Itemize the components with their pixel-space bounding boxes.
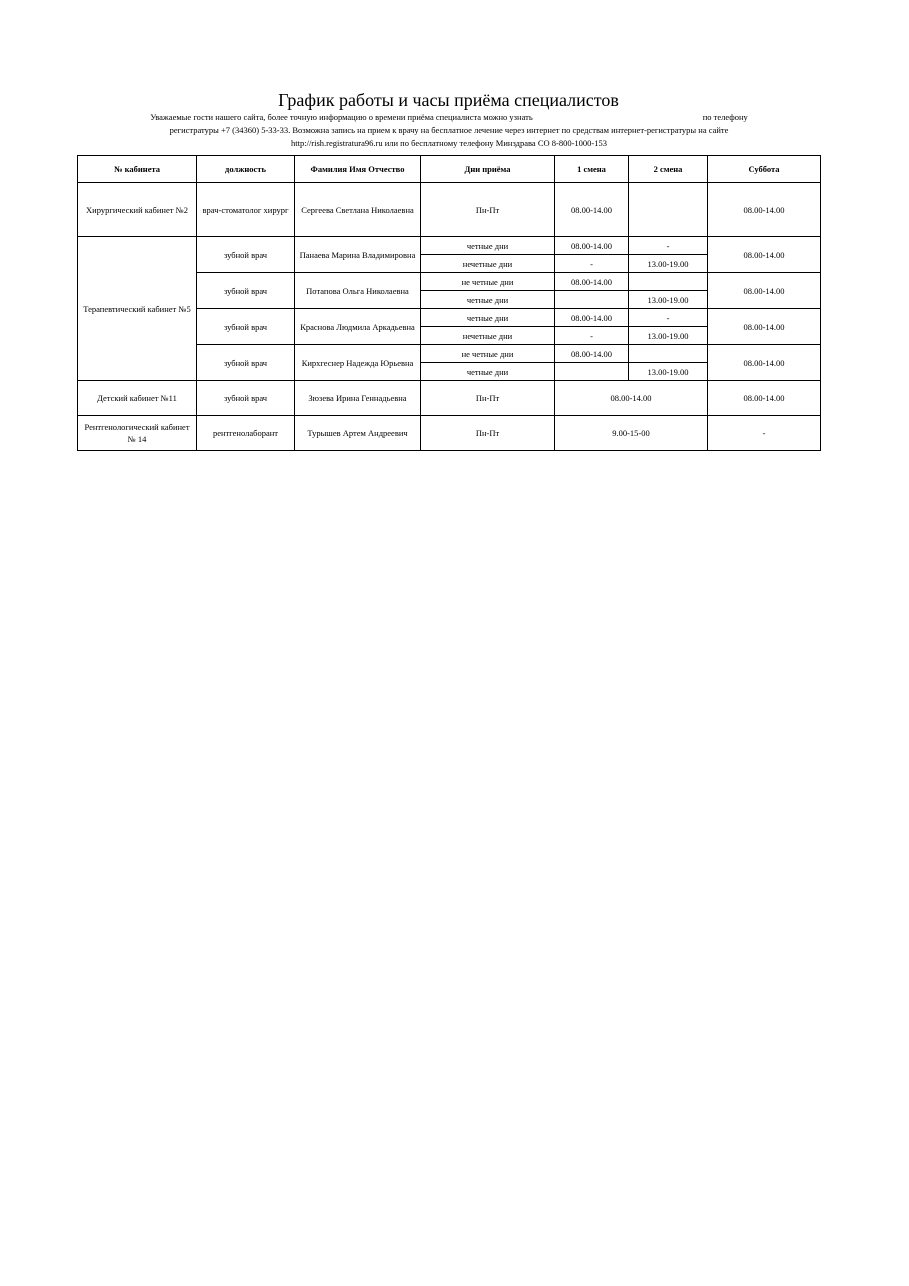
table-row-xray	[78, 416, 821, 451]
position-cell: рентгенолаборант	[197, 416, 295, 451]
intro-line-1	[84, 111, 814, 124]
position-cell: зубной врач	[197, 237, 295, 273]
shift-1-cell: -	[555, 255, 629, 273]
days-cell: не четные дни	[421, 345, 555, 363]
name-cell: Зюзева Ирина Геннадьевна	[295, 381, 421, 416]
name-cell: Потапова Ольга Николаевна	[295, 273, 421, 309]
table-row-therapy	[78, 237, 821, 255]
days-cell: четные дни	[421, 363, 555, 381]
shift-1-cell	[555, 291, 629, 309]
position-cell: зубной врач	[197, 345, 295, 381]
position-cell: зубной врач	[197, 309, 295, 345]
header-cabinet: № кабинета	[78, 156, 197, 183]
position-cell: врач-стоматолог хирург	[197, 183, 295, 237]
shift-2-cell	[629, 183, 708, 237]
saturday-cell: 08.00-14.00	[708, 381, 821, 416]
shift-2-cell: 13.00-19.00	[629, 363, 708, 381]
saturday-cell: 08.00-14.00	[708, 183, 821, 237]
shifts-cell: 08.00-14.00	[555, 381, 708, 416]
saturday-cell: 08.00-14.00	[708, 273, 821, 309]
shift-1-cell: 08.00-14.00	[555, 309, 629, 327]
cabinet-cell: Рентгенологический кабинет № 14	[78, 416, 197, 451]
cabinet-cell: Хирургический кабинет №2	[78, 183, 197, 237]
name-cell: Краснова Людмила Аркадьевна	[295, 309, 421, 345]
page-title: График работы и часы приёма специалистов	[278, 90, 619, 110]
cabinet-cell: Детский кабинет №11	[78, 381, 197, 416]
saturday-cell: 08.00-14.00	[708, 345, 821, 381]
table-row-kids	[78, 381, 821, 416]
schedule-table	[77, 155, 821, 451]
name-cell: Сергеева Светлана Николаевна	[295, 183, 421, 237]
intro-line-2: регистратуры +7 (34360) 5-33-33. Возможна запись на прием к врачу на бесплатное лечение через интернет по средствам интернет-регистратуры на сайте	[169, 125, 729, 135]
header-name: Фамилия Имя Отчество	[295, 156, 421, 183]
days-cell: не четные дни	[421, 273, 555, 291]
name-cell: Панаева Марина Владимировна	[295, 237, 421, 273]
table-row-surgery	[78, 183, 821, 237]
shift-1-cell: -	[555, 327, 629, 345]
name-cell: Кирхгеснер Надежда Юрьевна	[295, 345, 421, 381]
header-days: Дни приёма	[421, 156, 555, 183]
shift-1-cell: 08.00-14.00	[555, 273, 629, 291]
header-shift-1: 1 смена	[555, 156, 629, 183]
shift-2-cell: 13.00-19.00	[629, 291, 708, 309]
intro-line-1-phone-label: по телефону	[702, 112, 748, 122]
shifts-cell: 9.00-15-00	[555, 416, 708, 451]
shift-1-cell: 08.00-14.00	[555, 183, 629, 237]
days-cell: четные дни	[421, 291, 555, 309]
name-cell: Турышев Артем Андреевич	[295, 416, 421, 451]
days-cell: Пн-Пт	[421, 381, 555, 416]
position-cell: зубной врач	[197, 273, 295, 309]
days-cell: Пн-Пт	[421, 183, 555, 237]
days-cell: нечетные дни	[421, 327, 555, 345]
shift-2-cell: -	[629, 309, 708, 327]
shift-2-cell: 13.00-19.00	[629, 327, 708, 345]
days-cell: Пн-Пт	[421, 416, 555, 451]
shift-2-cell: -	[629, 237, 708, 255]
saturday-cell: 08.00-14.00	[708, 309, 821, 345]
position-cell: зубной врач	[197, 381, 295, 416]
intro-line-1-text: Уважаемые гости нашего сайта, более точную информацию о времени приёма специалиста можно узнать	[150, 112, 533, 122]
shift-2-cell: 13.00-19.00	[629, 255, 708, 273]
shift-2-cell	[629, 273, 708, 291]
days-cell: четные дни	[421, 309, 555, 327]
shift-1-cell	[555, 363, 629, 381]
header-saturday: Суббота	[708, 156, 821, 183]
days-cell: нечетные дни	[421, 255, 555, 273]
saturday-cell: -	[708, 416, 821, 451]
shift-1-cell: 08.00-14.00	[555, 237, 629, 255]
cabinet-cell: Терапевтический кабинет №5	[78, 237, 197, 381]
header-row	[78, 156, 821, 183]
intro-line-3: http://rish.registratura96.ru или по бесплатному телефону Минздрава СО 8-800-1000-153	[291, 138, 607, 148]
shift-1-cell: 08.00-14.00	[555, 345, 629, 363]
days-cell: четные дни	[421, 237, 555, 255]
saturday-cell: 08.00-14.00	[708, 237, 821, 273]
header-position: должность	[197, 156, 295, 183]
shift-2-cell	[629, 345, 708, 363]
header-shift-2: 2 смена	[629, 156, 708, 183]
